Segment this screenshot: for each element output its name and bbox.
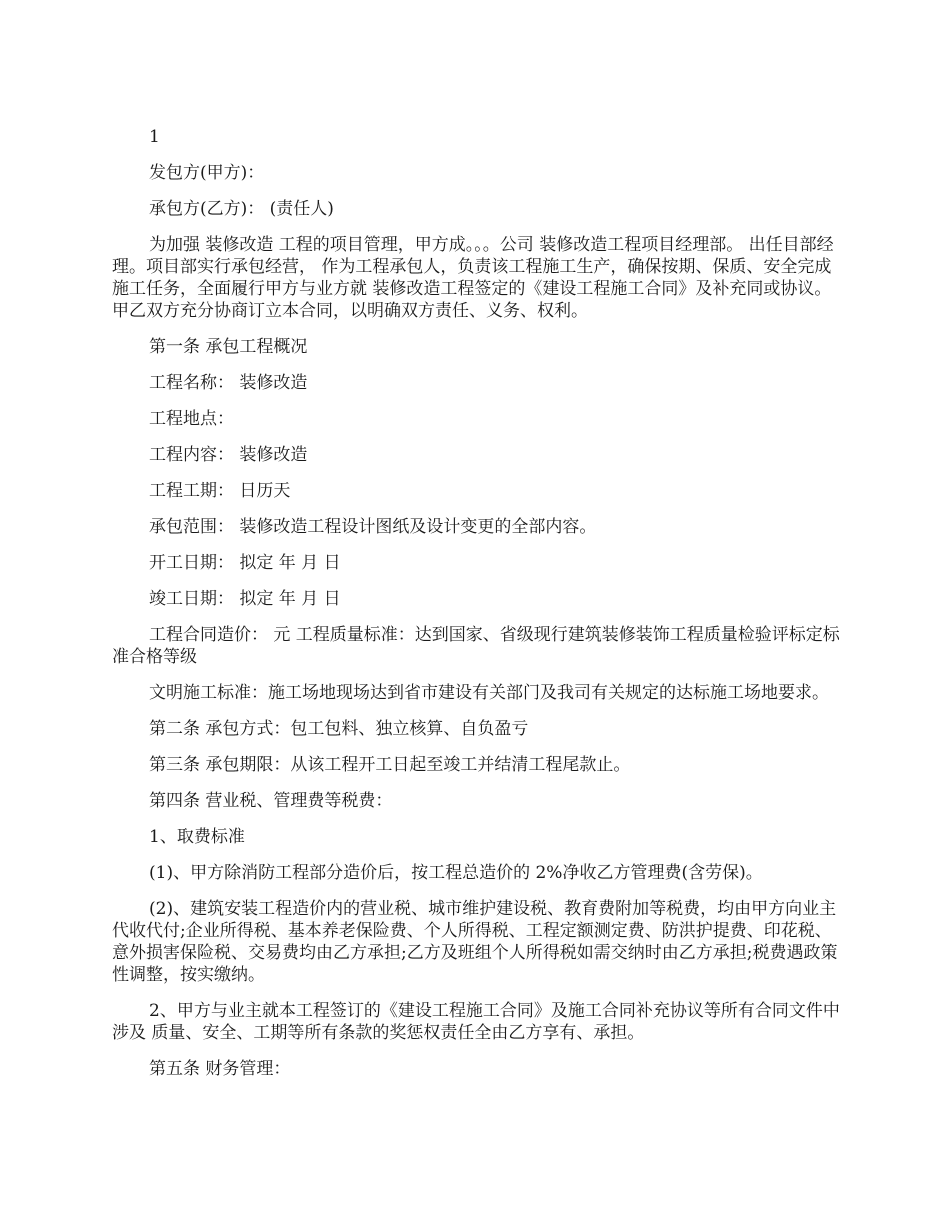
project-content-line: 工程内容： 装修改造	[149, 445, 308, 465]
fee-item-2: (2)、建筑安装工程造价内的营业税、城市维护建设税、教育费附加等税费，均由甲方向业主代收代付;企业所得税、基本养老保险费、个人所得税、工程定额测定费、防洪护提费、印花税、意外损害保险税、交易费均由乙方承担;乙方及班组个人所得税如需交纳时由乙方承担;税费遇政策性调整，按实缴纳。	[112, 899, 838, 985]
contract-scope-line: 承包范围： 装修改造工程设计图纸及设计变更的全部内容。	[149, 517, 597, 537]
start-date-line: 开工日期： 拟定 年 月 日	[149, 553, 341, 573]
preamble-paragraph: 为加强 装修改造 工程的项目管理，甲方成。。。公司 装修改造工程项目经理部。 出任目部经理。项目部实行承包经营， 作为工程承包人，负责该工程施工生产，确保按期、保质、安全完成施工任务，全面履行甲方与业方就 装修改造工程签定的《建设工程施工合同》及补充同或协议。甲乙双方充分协商订立本合同，以明确双方责任、义务、权利。	[112, 235, 834, 321]
civilized-construction-paragraph: 文明施工标准：施工场地现场达到省市建设有关部门及我司有关规定的达标施工场地要求。	[149, 683, 829, 703]
project-location-line: 工程地点：	[149, 409, 234, 429]
article-5-heading: 第五条 财务管理：	[149, 1059, 291, 1079]
contract-price-paragraph: 工程合同造价： 元 工程质量标准：达到国家、省级现行建筑装修装饰工程质量检验评标定标准合格等级	[112, 625, 840, 667]
article-4-heading: 第四条 营业税、管理费等税费：	[149, 791, 393, 811]
page-number: 1	[149, 127, 160, 147]
fee-item-1: (1)、甲方除消防工程部分造价后，按工程总造价的 2%净收乙方管理费(含劳保)。	[149, 863, 763, 883]
document-page	[112, 126, 840, 1094]
project-name-line: 工程名称： 装修改造	[149, 373, 308, 393]
completion-date-line: 竣工日期： 拟定 年 月 日	[149, 589, 341, 609]
fee-standard-heading: 1、取费标准	[149, 827, 245, 847]
party-b-line: 承包方(乙方)： (责任人)	[149, 199, 334, 219]
party-a-line: 发包方(甲方)：	[149, 163, 265, 183]
article-1-heading: 第一条 承包工程概况	[149, 337, 308, 357]
contract-clause-2: 2、甲方与业主就本工程签订的《建设工程施工合同》及施工合同补充协议等所有合同文件中涉及 质量、安全、工期等所有条款的奖惩权责任全由乙方享有、承担。	[112, 1001, 840, 1043]
project-duration-line: 工程工期： 日历天	[149, 481, 291, 501]
article-3-line: 第三条 承包期限：从该工程开工日起至竣工并结清工程尾款止。	[149, 755, 631, 775]
article-2-line: 第二条 承包方式：包工包料、独立核算、自负盈亏	[149, 719, 529, 739]
